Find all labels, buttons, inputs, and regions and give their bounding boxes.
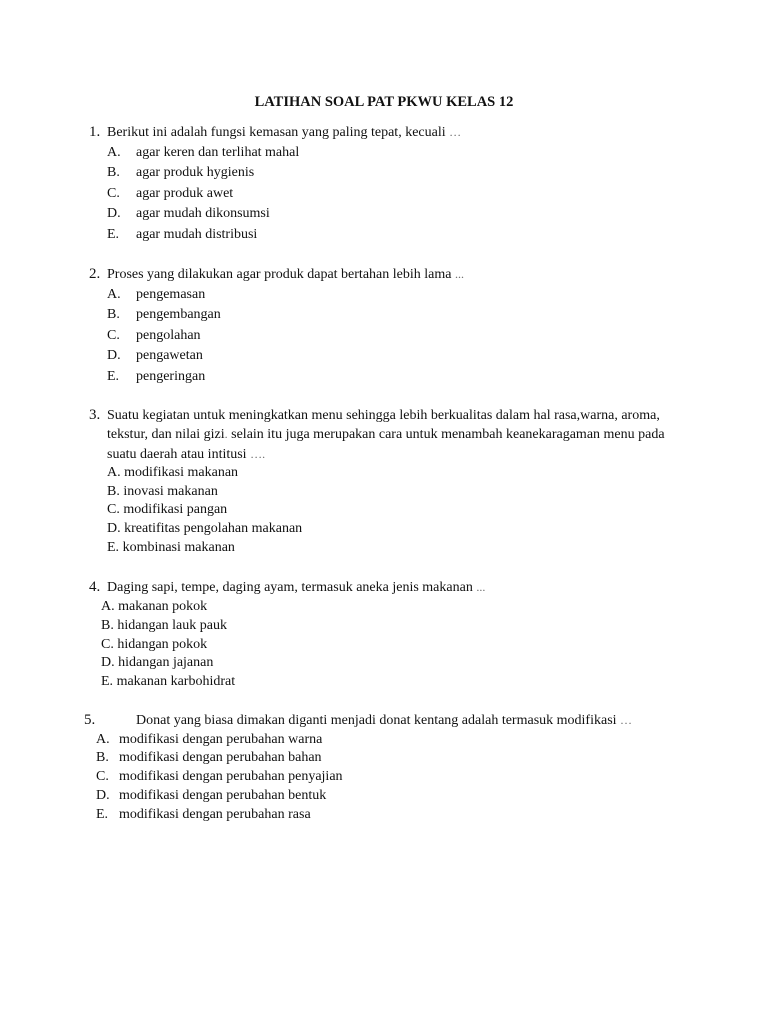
option-5a-letter: A. [96, 732, 110, 747]
option-2e-letter: E. [107, 369, 120, 384]
option-2b-letter: B. [107, 307, 120, 322]
option-5a-text: modifikasi dengan perubahan warna [119, 732, 323, 747]
option-5c-text: modifikasi dengan perubahan penyajian [119, 769, 343, 784]
option-3d: D. kreatifitas pengolahan makanan [107, 521, 303, 536]
option-4c: C. hidangan pokok [101, 637, 208, 652]
question-3-number: 3. [89, 407, 101, 423]
question-4-ellipsis: ... [476, 580, 486, 594]
option-1c-text: agar produk awet [136, 186, 234, 201]
option-1d-text: agar mudah dikonsumsi [136, 206, 270, 221]
question-4-number: 4. [89, 579, 101, 595]
option-2c-text: pengolahan [136, 328, 201, 343]
option-4d: D. hidangan jajanan [101, 655, 214, 670]
option-2b-text: pengembangan [136, 307, 221, 322]
question-2-number: 2. [89, 266, 101, 282]
option-2d-text: pengawetan [136, 348, 203, 363]
option-1c-letter: C. [107, 186, 120, 201]
option-4a: A. makanan pokok [101, 599, 208, 614]
option-3e: E. kombinasi makanan [107, 540, 235, 555]
option-3a: A. modifikasi makanan [107, 465, 239, 480]
option-5c-letter: C. [96, 769, 109, 784]
option-4e: E. makanan karbohidrat [101, 674, 236, 689]
option-2a-letter: A. [107, 287, 121, 302]
option-3c: C. modifikasi pangan [107, 502, 228, 517]
question-2-text: Proses yang dilakukan agar produk dapat bertahan lebih lama ... [107, 267, 464, 282]
question-3-text: Suatu kegiatan untuk meningkatkan menu sehingga lebih berkualitas dalam hal rasa,warna, aroma, tekstur, dan nilai gizi. selain itu juga merupakan cara untuk menambah keanekaragaman menu pada suatu daerah atau intitusi …. [107, 408, 665, 462]
option-5d-text: modifikasi dengan perubahan bentuk [119, 788, 327, 803]
page-title: LATIHAN SOAL PAT PKWU KELAS 12 [254, 94, 514, 110]
option-2e-text: pengeringan [136, 369, 206, 384]
option-5b-text: modifikasi dengan perubahan bahan [119, 750, 322, 765]
question-5-text: Donat yang biasa dimakan diganti menjadi donat kentang adalah termasuk modifikasi … [136, 713, 633, 728]
option-5b-letter: B. [96, 750, 109, 765]
question-1-ellipsis: … [449, 125, 462, 139]
question-2-ellipsis: ... [454, 267, 464, 281]
option-4b: B. hidangan lauk pauk [101, 618, 227, 633]
option-1e-text: agar mudah distribusi [136, 227, 258, 242]
option-1a-letter: A. [107, 145, 121, 160]
question-5-ellipsis: … [620, 713, 633, 727]
question-1-text: Berikut ini adalah fungsi kemasan yang paling tepat, kecuali … [107, 125, 462, 140]
option-5e-text: modifikasi dengan perubahan rasa [119, 807, 311, 822]
option-1b-text: agar produk hygienis [136, 165, 255, 180]
option-1d-letter: D. [107, 206, 121, 221]
question-4-text: Daging sapi, tempe, daging ayam, termasuk aneka jenis makanan ... [107, 580, 486, 595]
option-2d-letter: D. [107, 348, 121, 363]
option-1e-letter: E. [107, 227, 120, 242]
option-5d-letter: D. [96, 788, 110, 803]
question-5-number: 5. [84, 712, 96, 728]
question-1-number: 1. [89, 124, 101, 140]
option-1a-text: agar keren dan terlihat mahal [136, 145, 300, 160]
option-3b: B. inovasi makanan [107, 484, 218, 499]
option-2c-letter: C. [107, 328, 120, 343]
option-1b-letter: B. [107, 165, 120, 180]
question-3-ellipsis: …. [250, 446, 266, 461]
option-2a-text: pengemasan [136, 287, 206, 302]
option-5e-letter: E. [96, 807, 109, 822]
